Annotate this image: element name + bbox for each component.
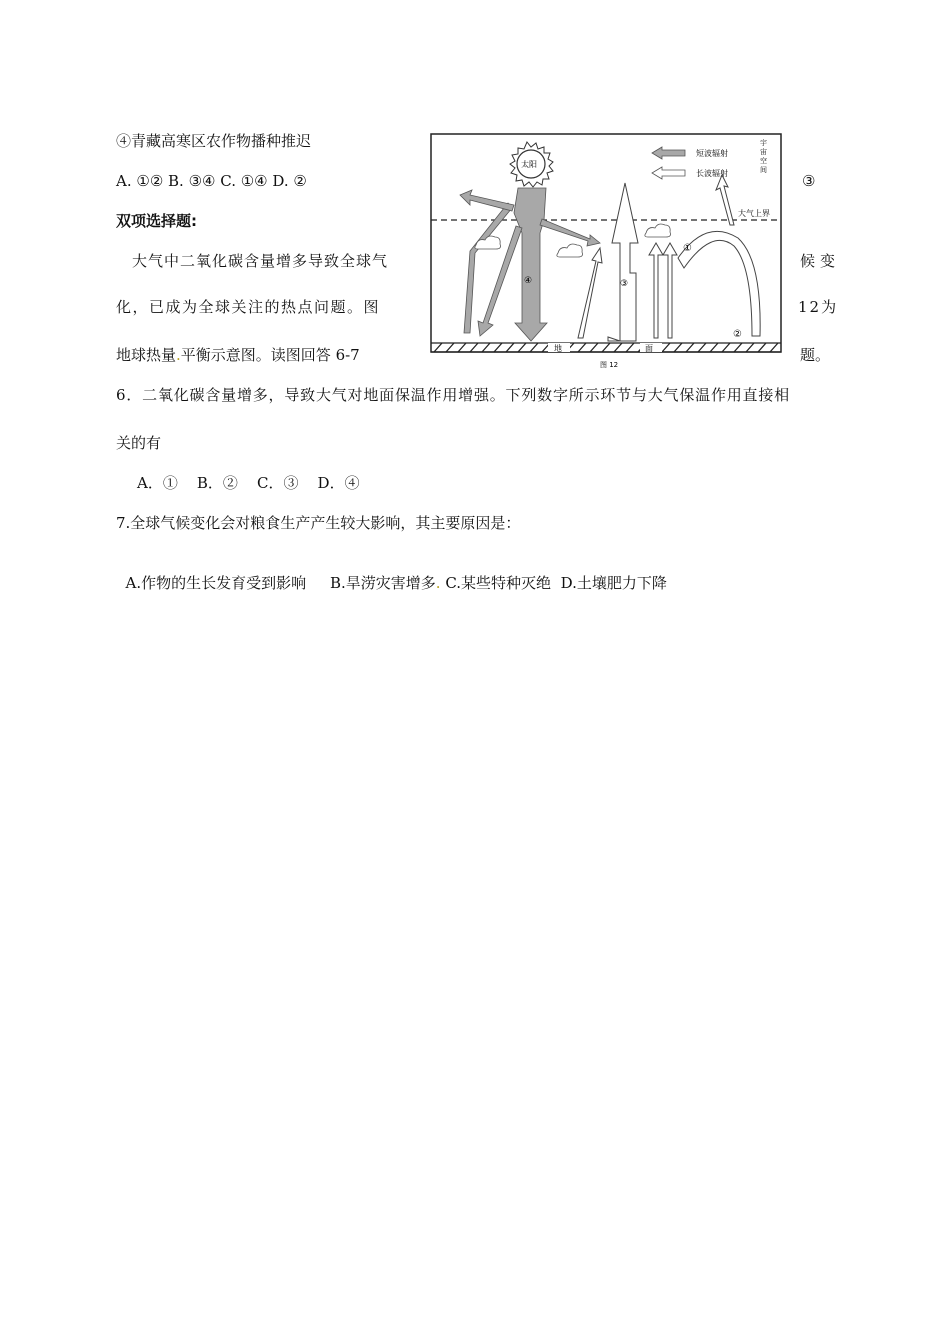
q7-options-part-a: A.作物的生长发育受到影响 B.旱涝灾害增多: [125, 574, 436, 592]
q7-stem: 7.全球气候变化会对粮食生产产生较大影响，其主要原因是：: [116, 514, 521, 532]
figure-caption: 图 12: [600, 361, 619, 369]
marker-1: ①: [683, 243, 692, 254]
q6-stem-line-1: 6．二氧化碳含量增多，导致大气对地面保温作用增强。下列数字所示环节与大气保温作用直接相: [116, 386, 790, 404]
q7-options: A.作物的生长发育受到影响 B.旱涝灾害增多. C.某些特种灭绝 D.土壤肥力下降: [125, 574, 667, 592]
option-4-text: ④青藏高寒区农作物播种推迟: [116, 132, 312, 150]
ground-label-b: 面: [645, 344, 653, 353]
passage-line-3: 地球热量.平衡示意图。读图回答 6-7: [116, 346, 360, 364]
heat-balance-figure: [430, 133, 782, 375]
marker-2: ②: [733, 329, 742, 340]
q6-stem-line-2: 关的有: [116, 434, 162, 452]
passage-line-1-right: 候变: [800, 252, 841, 270]
section-title: 双项选择题:: [116, 212, 197, 230]
previous-question-options-tail: ③: [802, 172, 816, 190]
ground-label-a: 地: [554, 344, 562, 353]
passage-line-3-part-b: 平衡示意图。读图回答 6-7: [180, 346, 360, 364]
q6-options: A．① B．② C．③ D．④: [137, 474, 360, 492]
legend-shortwave: 短波辐射: [696, 149, 728, 158]
passage-line-3-part-a: 地球热量: [116, 346, 177, 364]
marker-4: ④: [524, 276, 533, 286]
space-label: 宇宙空间: [760, 139, 767, 174]
passage-line-3-right: 题。: [800, 346, 831, 364]
passage-line-1: 大气中二氧化碳含量增多导致全球气: [132, 252, 389, 270]
sun-label: 太阳: [521, 160, 537, 169]
marker-3: ③: [620, 279, 629, 289]
legend-longwave: 长波辐射: [696, 169, 728, 178]
q7-options-part-b: C.某些特种灭绝 D.土壤肥力下降: [440, 574, 667, 592]
previous-question-options: A. ①② B. ③④ C. ①④ D. ②: [116, 172, 307, 190]
passage-line-2: 化，已成为全球关注的热点问题。图: [116, 298, 381, 316]
passage-line-2-right: 12为: [798, 298, 839, 316]
top-of-atmosphere-label: 大气上界: [738, 209, 770, 218]
